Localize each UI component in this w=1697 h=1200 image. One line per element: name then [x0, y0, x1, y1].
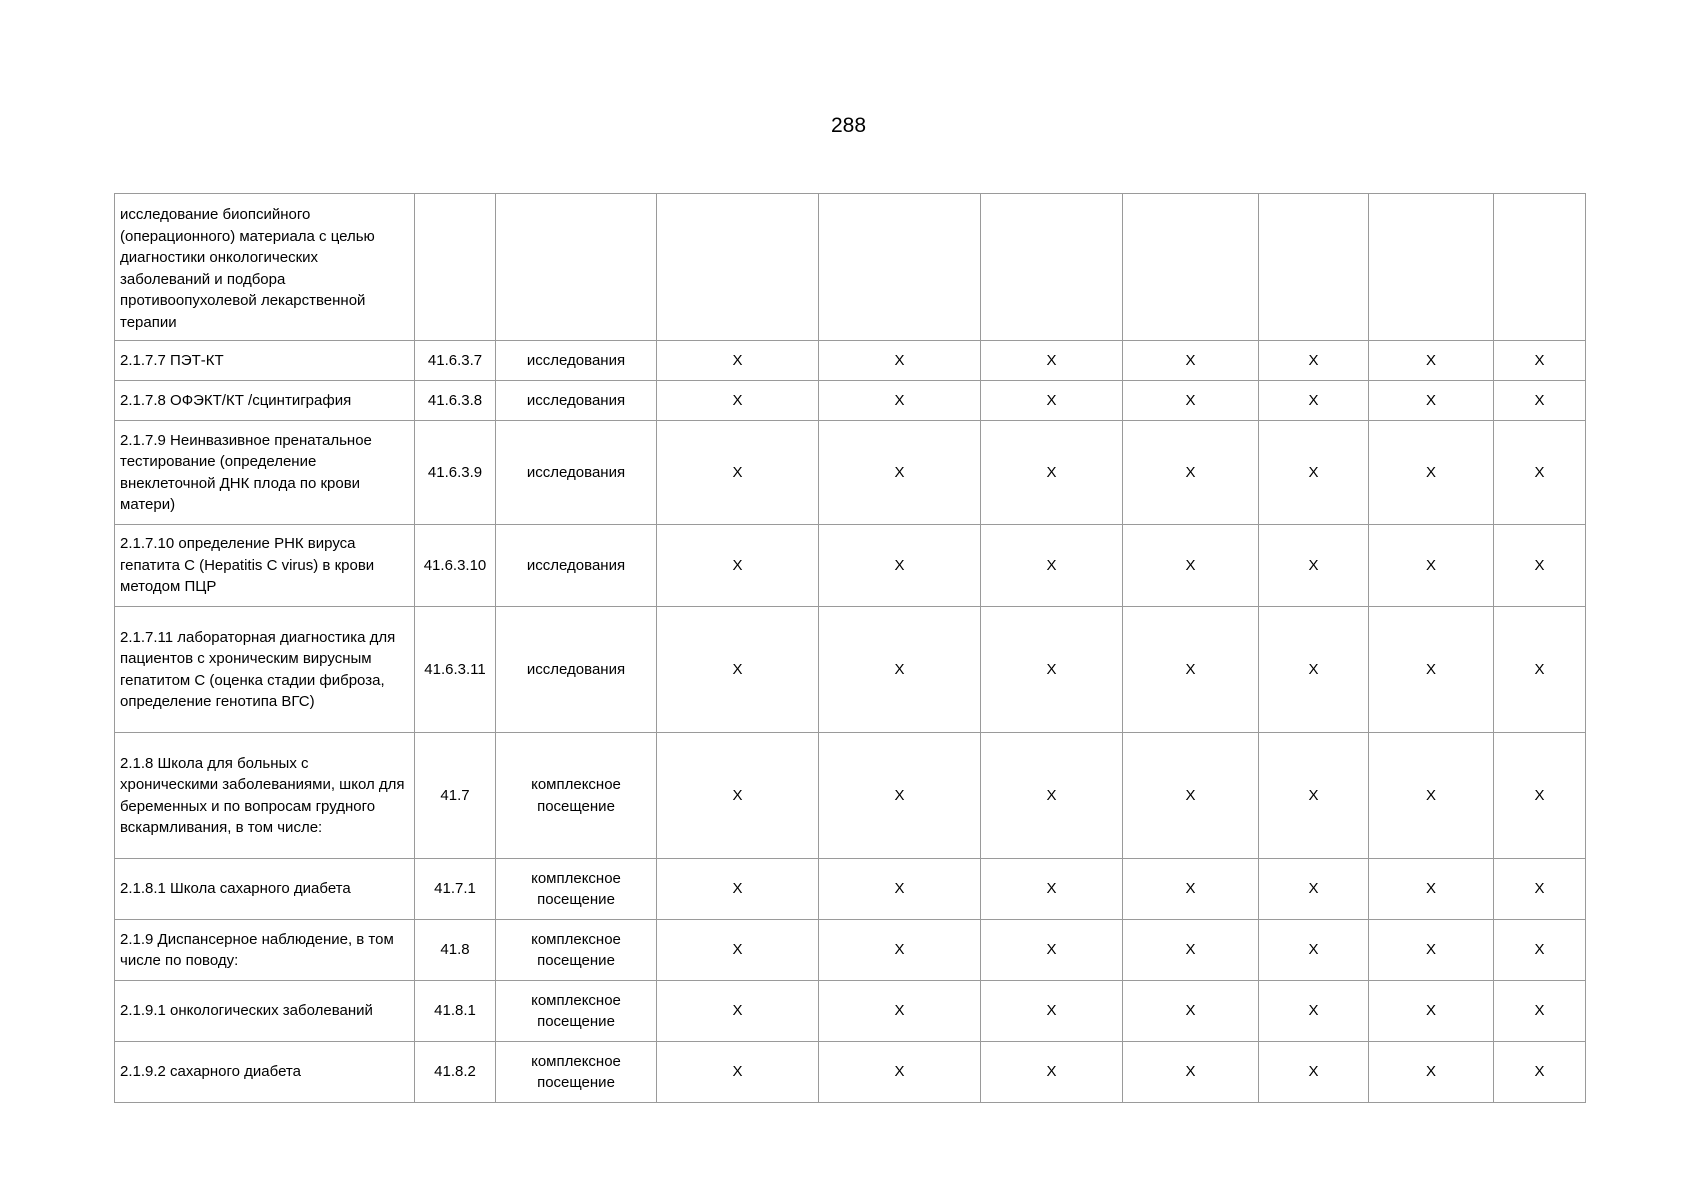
- row-code-cell: 41.8: [415, 920, 496, 981]
- x-mark-cell: X: [981, 607, 1123, 733]
- x-mark-cell: X: [1259, 981, 1369, 1042]
- x-mark-cell: X: [1369, 981, 1494, 1042]
- x-mark-cell: X: [1494, 733, 1586, 859]
- row-name-cell: 2.1.7.11 лабораторная диагностика для пациентов с хроническим вирусным гепатитом С (оценка стадии фиброза, определение генотипа ВГС): [115, 607, 415, 733]
- x-mark-cell: X: [981, 525, 1123, 607]
- x-mark-cell: X: [1123, 981, 1259, 1042]
- x-mark-cell: X: [657, 733, 819, 859]
- x-mark-cell: X: [1494, 421, 1586, 525]
- x-mark-cell: X: [981, 981, 1123, 1042]
- x-mark-cell: X: [1259, 341, 1369, 381]
- empty-cell: [1259, 194, 1369, 341]
- x-mark-cell: X: [819, 1042, 981, 1103]
- table-row: [115, 733, 1586, 859]
- x-mark-cell: X: [1123, 733, 1259, 859]
- document-table: [114, 193, 1586, 1103]
- row-unit-cell: комплексное посещение: [496, 981, 657, 1042]
- table-row: [115, 341, 1586, 381]
- x-mark-cell: X: [1259, 525, 1369, 607]
- x-mark-cell: X: [1494, 381, 1586, 421]
- x-mark-cell: X: [1123, 525, 1259, 607]
- table-row: [115, 381, 1586, 421]
- x-mark-cell: X: [819, 341, 981, 381]
- empty-cell: [1123, 194, 1259, 341]
- x-mark-cell: X: [657, 381, 819, 421]
- x-mark-cell: X: [1369, 920, 1494, 981]
- empty-cell: [1369, 194, 1494, 341]
- x-mark-cell: X: [1369, 859, 1494, 920]
- x-mark-cell: X: [657, 421, 819, 525]
- page-number: 288: [830, 114, 867, 137]
- x-mark-cell: X: [1259, 1042, 1369, 1103]
- x-mark-cell: X: [981, 341, 1123, 381]
- x-mark-cell: X: [819, 859, 981, 920]
- row-name-cell: 2.1.7.8 ОФЭКТ/КТ /сцинтиграфия: [115, 381, 415, 421]
- row-unit-cell: исследования: [496, 607, 657, 733]
- x-mark-cell: X: [981, 859, 1123, 920]
- empty-cell: [1494, 194, 1586, 341]
- x-mark-cell: X: [819, 920, 981, 981]
- x-mark-cell: X: [657, 341, 819, 381]
- row-code-cell: 41.6.3.9: [415, 421, 496, 525]
- row-code-cell: 41.6.3.10: [415, 525, 496, 607]
- row-name-cell: 2.1.7.9 Неинвазивное пренатальное тестирование (определение внеклеточной ДНК плода по крови матери): [115, 421, 415, 525]
- x-mark-cell: X: [657, 981, 819, 1042]
- row-code-cell: 41.7: [415, 733, 496, 859]
- row-code-cell: 41.6.3.11: [415, 607, 496, 733]
- row-code-cell: 41.8.2: [415, 1042, 496, 1103]
- x-mark-cell: X: [1494, 1042, 1586, 1103]
- x-mark-cell: X: [1259, 381, 1369, 421]
- x-mark-cell: X: [657, 920, 819, 981]
- x-mark-cell: X: [1259, 733, 1369, 859]
- row-unit-cell: исследования: [496, 421, 657, 525]
- table-row: [115, 920, 1586, 981]
- x-mark-cell: X: [1259, 421, 1369, 525]
- x-mark-cell: X: [1369, 733, 1494, 859]
- table-row: [115, 859, 1586, 920]
- row-name-cell: 2.1.8 Школа для больных с хроническими заболеваниями, школ для беременных и по вопросам грудного вскармливания, в том числе:: [115, 733, 415, 859]
- table-row: [115, 1042, 1586, 1103]
- x-mark-cell: X: [1369, 421, 1494, 525]
- row-name-cell: 2.1.8.1 Школа сахарного диабета: [115, 859, 415, 920]
- x-mark-cell: X: [981, 381, 1123, 421]
- table-row: [115, 607, 1586, 733]
- row-unit-cell: комплексное посещение: [496, 1042, 657, 1103]
- x-mark-cell: X: [981, 421, 1123, 525]
- x-mark-cell: X: [1123, 920, 1259, 981]
- empty-cell: [415, 194, 496, 341]
- x-mark-cell: X: [1494, 525, 1586, 607]
- row-name-cell: 2.1.7.7 ПЭТ-КТ: [115, 341, 415, 381]
- empty-cell: [819, 194, 981, 341]
- row-name-cell: 2.1.9 Диспансерное наблюдение, в том числе по поводу:: [115, 920, 415, 981]
- row-code-cell: 41.7.1: [415, 859, 496, 920]
- x-mark-cell: X: [981, 1042, 1123, 1103]
- table-row: [115, 981, 1586, 1042]
- row-unit-cell: комплексное посещение: [496, 859, 657, 920]
- row-name-cell: исследование биопсийного (операционного) материала с целью диагностики онкологических заболеваний и подбора противоопухолевой лекарственной терапии: [115, 194, 415, 341]
- row-unit-cell: исследования: [496, 341, 657, 381]
- x-mark-cell: X: [1259, 920, 1369, 981]
- row-code-cell: 41.8.1: [415, 981, 496, 1042]
- x-mark-cell: X: [657, 859, 819, 920]
- row-unit-cell: комплексное посещение: [496, 733, 657, 859]
- row-unit-cell: исследования: [496, 381, 657, 421]
- row-name-cell: 2.1.9.2 сахарного диабета: [115, 1042, 415, 1103]
- x-mark-cell: X: [1369, 381, 1494, 421]
- x-mark-cell: X: [819, 381, 981, 421]
- row-code-cell: 41.6.3.7: [415, 341, 496, 381]
- row-code-cell: 41.6.3.8: [415, 381, 496, 421]
- empty-cell: [981, 194, 1123, 341]
- table-row: [115, 421, 1586, 525]
- row-name-cell: 2.1.7.10 определение РНК вируса гепатита С (Hepatitis C virus) в крови методом ПЦР: [115, 525, 415, 607]
- empty-cell: [657, 194, 819, 341]
- x-mark-cell: X: [1123, 341, 1259, 381]
- table-row: [115, 194, 1586, 341]
- x-mark-cell: X: [819, 733, 981, 859]
- x-mark-cell: X: [1123, 381, 1259, 421]
- x-mark-cell: X: [657, 1042, 819, 1103]
- x-mark-cell: X: [1123, 607, 1259, 733]
- x-mark-cell: X: [1494, 341, 1586, 381]
- x-mark-cell: X: [657, 525, 819, 607]
- x-mark-cell: X: [981, 920, 1123, 981]
- x-mark-cell: X: [819, 525, 981, 607]
- row-unit-cell: исследования: [496, 525, 657, 607]
- x-mark-cell: X: [1369, 341, 1494, 381]
- x-mark-cell: X: [1494, 607, 1586, 733]
- x-mark-cell: X: [819, 981, 981, 1042]
- x-mark-cell: X: [1369, 607, 1494, 733]
- x-mark-cell: X: [981, 733, 1123, 859]
- x-mark-cell: X: [819, 421, 981, 525]
- empty-cell: [496, 194, 657, 341]
- x-mark-cell: X: [1494, 859, 1586, 920]
- x-mark-cell: X: [1494, 981, 1586, 1042]
- table-row: [115, 525, 1586, 607]
- x-mark-cell: X: [1369, 525, 1494, 607]
- x-mark-cell: X: [819, 607, 981, 733]
- x-mark-cell: X: [657, 607, 819, 733]
- x-mark-cell: X: [1369, 1042, 1494, 1103]
- x-mark-cell: X: [1123, 859, 1259, 920]
- x-mark-cell: X: [1123, 1042, 1259, 1103]
- x-mark-cell: X: [1259, 859, 1369, 920]
- row-name-cell: 2.1.9.1 онкологических заболеваний: [115, 981, 415, 1042]
- x-mark-cell: X: [1123, 421, 1259, 525]
- x-mark-cell: X: [1259, 607, 1369, 733]
- x-mark-cell: X: [1494, 920, 1586, 981]
- row-unit-cell: комплексное посещение: [496, 920, 657, 981]
